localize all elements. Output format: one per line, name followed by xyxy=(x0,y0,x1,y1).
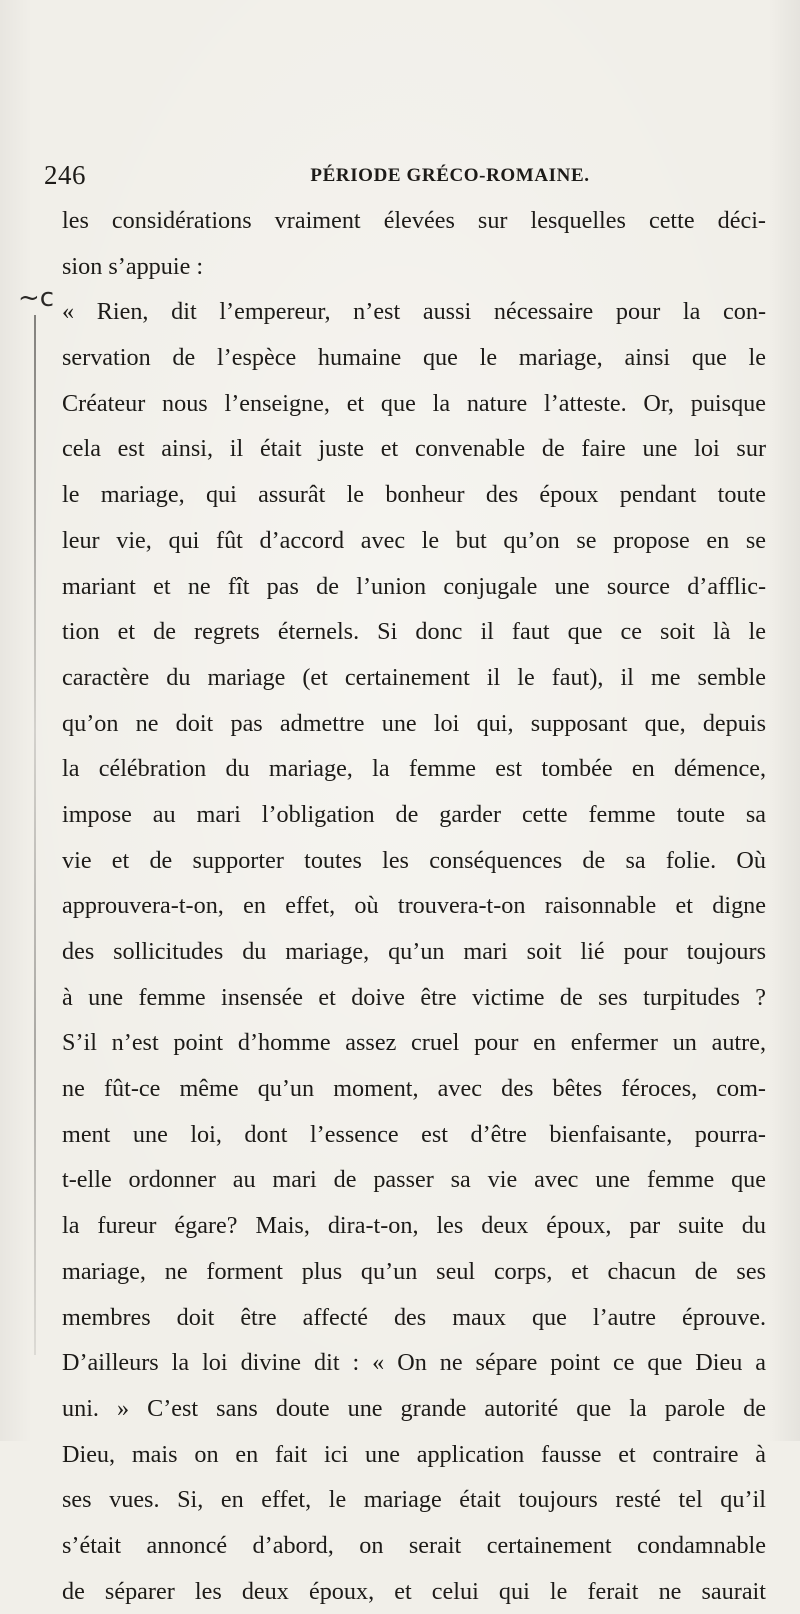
text-line: ses vues. Si, en effet, le mariage était toujours resté tel qu’il xyxy=(62,1486,766,1514)
body-text xyxy=(62,198,766,1614)
text-line: impose au mari l’obligation de garder cette femme toute sa xyxy=(62,800,766,828)
text-line: qu’on ne doit pas admettre une loi qui, supposant que, depuis xyxy=(62,709,766,737)
text-line: « Rien, dit l’empereur, n’est aussi nécessaire pour la con- xyxy=(62,298,766,326)
text-line: t-elle ordonner au mari de passer sa vie avec une femme que xyxy=(62,1166,766,1194)
page-number: 246 xyxy=(44,160,86,190)
text-line: S’il n’est point d’homme assez cruel pour en enfermer un autre, xyxy=(62,1029,766,1057)
text-line: ne fût-ce même qu’un moment, avec des bêtes féroces, com- xyxy=(62,1075,766,1103)
text-line: la fureur égare? Mais, dira-t-on, les deux époux, par suite du xyxy=(62,1212,766,1240)
text-line: cela est ainsi, il était juste et convenable de faire une loi sur xyxy=(62,435,766,463)
text-line: approuvera-t-on, en effet, où trouvera-t-on raisonnable et digne xyxy=(62,892,766,920)
page-header xyxy=(40,160,760,190)
text-line: tion et de regrets éternels. Si donc il faut que ce soit là le xyxy=(62,618,766,646)
text-line: mariage, ne forment plus qu’un seul corps, et chacun de ses xyxy=(62,1257,766,1285)
text-line: le mariage, qui assurât le bonheur des époux pendant toute xyxy=(62,481,766,509)
margin-annotation-mark: ~c xyxy=(18,283,55,313)
text-line: membres doit être affecté des maux que l’autre éprouve. xyxy=(62,1303,766,1331)
text-line: mariant et ne fît pas de l’union conjugale une source d’afflic- xyxy=(62,572,766,600)
text-line: de séparer les deux époux, et celui qui le ferait ne saurait xyxy=(62,1577,766,1605)
text-line: à une femme insensée et doive être victime de ses turpitudes ? xyxy=(62,983,766,1011)
text-line: D’ailleurs la loi divine dit : « On ne sépare point ce que Dieu a xyxy=(62,1349,766,1377)
text-line: uni. » C’est sans doute une grande autorité que la parole de xyxy=(62,1394,766,1422)
text-line: ment une loi, dont l’essence est d’être bienfaisante, pourra- xyxy=(62,1120,766,1148)
text-line: Créateur nous l’enseigne, et que la nature l’atteste. Or, puisque xyxy=(62,389,766,417)
text-line: s’était annoncé d’abord, on serait certainement condamnable xyxy=(62,1531,766,1559)
text-line: caractère du mariage (et certainement il le faut), il me semble xyxy=(62,663,766,691)
text-line: servation de l’espèce humaine que le mariage, ainsi que le xyxy=(62,344,766,372)
text-line: sion s’appuie : xyxy=(62,252,204,280)
margin-pencil-line xyxy=(34,315,36,1355)
running-head: PÉRIODE GRÉCO-ROMAINE. xyxy=(310,165,590,186)
text-line: vie et de supporter toutes les conséquences de sa folie. Où xyxy=(62,846,766,874)
text-line: la célébration du mariage, la femme est tombée en démence, xyxy=(62,755,766,783)
text-line: des sollicitudes du mariage, qu’un mari soit lié pour toujours xyxy=(62,938,766,965)
text-line: Dieu, mais on en fait ici une application fausse et contraire à xyxy=(62,1440,766,1468)
text-line: les considérations vraiment élevées sur lesquelles cette déci- xyxy=(62,207,766,234)
text-line: leur vie, qui fût d’accord avec le but qu’on se propose en se xyxy=(62,526,766,554)
